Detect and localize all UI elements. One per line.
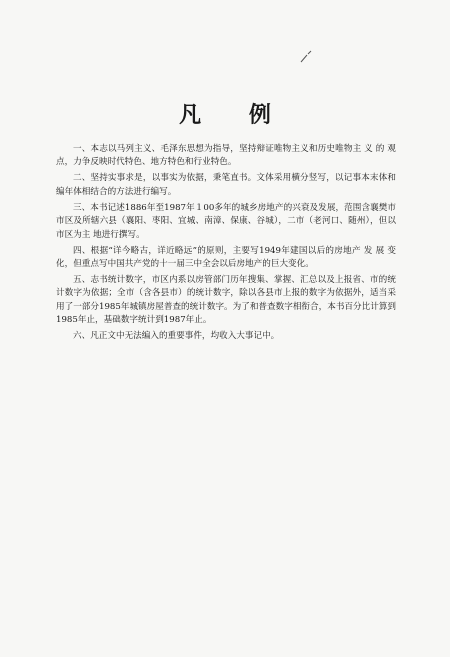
paragraph-3: 三、本书记述1886年至1987年１00多年的城乡房地产的兴衰及发展，范围含襄樊市市区及所辖六县（襄阳、枣阳、宜城、南漳、保康、谷城），二市（老河口、随州），但以市区为主 地进行撰写。 <box>56 202 396 240</box>
paragraph-2: 二、坚持实事求是，以事实为依据，秉笔直书。文体采用横分竖写，以记事本末体和编年体相结合的方法进行编写。 <box>56 173 396 197</box>
paragraph-6: 六、凡正文中无法编入的重要事件，均收入大事记中。 <box>73 331 280 342</box>
paragraph-1: 一、本志以马列主义、毛泽东思想为指导，坚持辩证唯物主义和历史唯物主 义 的 观点，力争反映时代特色、地方特色和行业特色。 <box>56 144 396 168</box>
page-title: 凡 例 <box>179 102 291 128</box>
paragraph-5: 五、志书统计数字，市区内系以房管部门历年搜集、掌握、汇总以及上报省、市的统计数字为依据；全市（含各县市）的统计数字，除以各县市上报的数字为依据外，适当采用了一部分1985年城镇房屋普查的统计数字。为了和普查数字相衔合，本书百分比计算到1985年止，基础数字统计到1987年止。 <box>56 275 396 326</box>
document-body <box>56 143 396 346</box>
paragraph-4: 四、根据“详今略古，详近略远”的原则，主要写1949年建国以后的房地产 发 展 变化，但重点写中国共产党的十一届三中全会以后房地产的巨大变化。 <box>56 245 396 270</box>
pen-mark <box>299 50 313 64</box>
